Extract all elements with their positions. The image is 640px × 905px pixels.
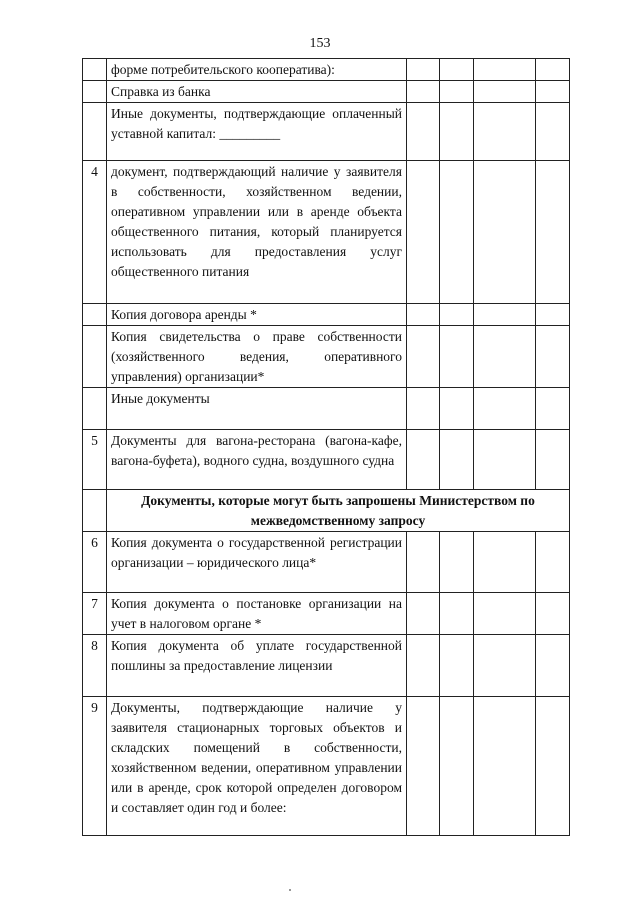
empty-cell bbox=[536, 697, 570, 836]
page-number: 153 bbox=[309, 36, 331, 51]
table-row bbox=[83, 103, 570, 161]
row-number-cell bbox=[83, 103, 107, 161]
empty-cell bbox=[474, 388, 536, 430]
empty-cell bbox=[474, 430, 536, 490]
row-text-cell: форме потребительского кооператива): bbox=[107, 59, 407, 81]
row-number-cell bbox=[83, 388, 107, 430]
empty-cell bbox=[536, 304, 570, 326]
empty-cell bbox=[536, 59, 570, 81]
row-number-cell bbox=[83, 490, 107, 532]
row-text-cell: Копия документа о постановке организации на учет в налоговом органе * bbox=[107, 593, 407, 635]
row-number-cell bbox=[83, 81, 107, 103]
empty-cell bbox=[440, 697, 474, 836]
empty-cell bbox=[536, 635, 570, 697]
empty-cell bbox=[536, 532, 570, 593]
empty-cell bbox=[536, 81, 570, 103]
row-text-cell: Копия документа о государственной регистрации организации – юридического лица* bbox=[107, 532, 407, 593]
row-text-cell: Справка из банка bbox=[107, 81, 407, 103]
empty-cell bbox=[474, 304, 536, 326]
documents-table bbox=[82, 58, 570, 836]
empty-cell bbox=[407, 326, 440, 388]
empty-cell bbox=[407, 388, 440, 430]
empty-cell bbox=[440, 326, 474, 388]
empty-cell bbox=[440, 532, 474, 593]
empty-cell bbox=[440, 593, 474, 635]
row-number-cell: 8 bbox=[83, 635, 107, 697]
empty-cell bbox=[440, 81, 474, 103]
row-text-cell: Иные документы, подтверждающие оплаченный уставной капитал: _________ bbox=[107, 103, 407, 161]
row-text-cell: Иные документы bbox=[107, 388, 407, 430]
empty-cell bbox=[536, 430, 570, 490]
row-text-cell: документ, подтверждающий наличие у заявителя в собственности, хозяйственном ведении, оперативном управлении или в аренде объекта общественного питания, который планируется использовать для предоставления услуг общественного питания bbox=[107, 161, 407, 304]
empty-cell bbox=[474, 59, 536, 81]
table-row bbox=[83, 430, 570, 490]
empty-cell bbox=[407, 430, 440, 490]
row-number-cell: 7 bbox=[83, 593, 107, 635]
table-row bbox=[83, 490, 570, 532]
row-text-cell: Копия свидетельства о праве собственности (хозяйственного ведения, оперативного управления) организации* bbox=[107, 326, 407, 388]
table-row bbox=[83, 326, 570, 388]
row-text-cell: Копия договора аренды * bbox=[107, 304, 407, 326]
row-number-cell bbox=[83, 304, 107, 326]
empty-cell bbox=[407, 304, 440, 326]
empty-cell bbox=[407, 161, 440, 304]
row-text-cell: Документы, подтверждающие наличие у заявителя стационарных торговых объектов и складских помещений в собственности, хозяйственном ведении, оперативном управлении или в аренде, срок которой определен договором и составляет один год и более: bbox=[107, 697, 407, 836]
row-text-cell: Копия документа об уплате государственной пошлины за предоставление лицензии bbox=[107, 635, 407, 697]
table-row bbox=[83, 593, 570, 635]
empty-cell bbox=[440, 635, 474, 697]
empty-cell bbox=[407, 81, 440, 103]
row-number-cell: 9 bbox=[83, 697, 107, 836]
empty-cell bbox=[474, 593, 536, 635]
empty-cell bbox=[440, 103, 474, 161]
section-heading: Документы, которые могут быть запрошены Министерством по межведомственному запросу bbox=[107, 490, 570, 532]
empty-cell bbox=[407, 532, 440, 593]
empty-cell bbox=[536, 161, 570, 304]
empty-cell bbox=[474, 103, 536, 161]
empty-cell bbox=[536, 326, 570, 388]
row-number-cell bbox=[83, 326, 107, 388]
empty-cell bbox=[474, 161, 536, 304]
table-row bbox=[83, 532, 570, 593]
empty-cell bbox=[440, 304, 474, 326]
empty-cell bbox=[474, 81, 536, 103]
empty-cell bbox=[536, 593, 570, 635]
row-number-cell: 4 bbox=[83, 161, 107, 304]
table-row bbox=[83, 304, 570, 326]
empty-cell bbox=[474, 326, 536, 388]
row-number-cell: 5 bbox=[83, 430, 107, 490]
row-number-cell: 6 bbox=[83, 532, 107, 593]
empty-cell bbox=[407, 635, 440, 697]
scan-speck bbox=[289, 889, 291, 891]
table-row bbox=[83, 59, 570, 81]
table-row bbox=[83, 161, 570, 304]
empty-cell bbox=[440, 388, 474, 430]
table-row bbox=[83, 635, 570, 697]
empty-cell bbox=[474, 532, 536, 593]
row-text-cell: Документы для вагона-ресторана (вагона-кафе, вагона-буфета), водного судна, воздушного судна bbox=[107, 430, 407, 490]
empty-cell bbox=[407, 103, 440, 161]
row-number-cell bbox=[83, 59, 107, 81]
table-row bbox=[83, 81, 570, 103]
empty-cell bbox=[407, 697, 440, 836]
table-row bbox=[83, 388, 570, 430]
empty-cell bbox=[440, 430, 474, 490]
empty-cell bbox=[440, 161, 474, 304]
empty-cell bbox=[407, 59, 440, 81]
empty-cell bbox=[536, 388, 570, 430]
empty-cell bbox=[474, 635, 536, 697]
empty-cell bbox=[474, 697, 536, 836]
empty-cell bbox=[536, 103, 570, 161]
table-row bbox=[83, 697, 570, 836]
empty-cell bbox=[440, 59, 474, 81]
empty-cell bbox=[407, 593, 440, 635]
